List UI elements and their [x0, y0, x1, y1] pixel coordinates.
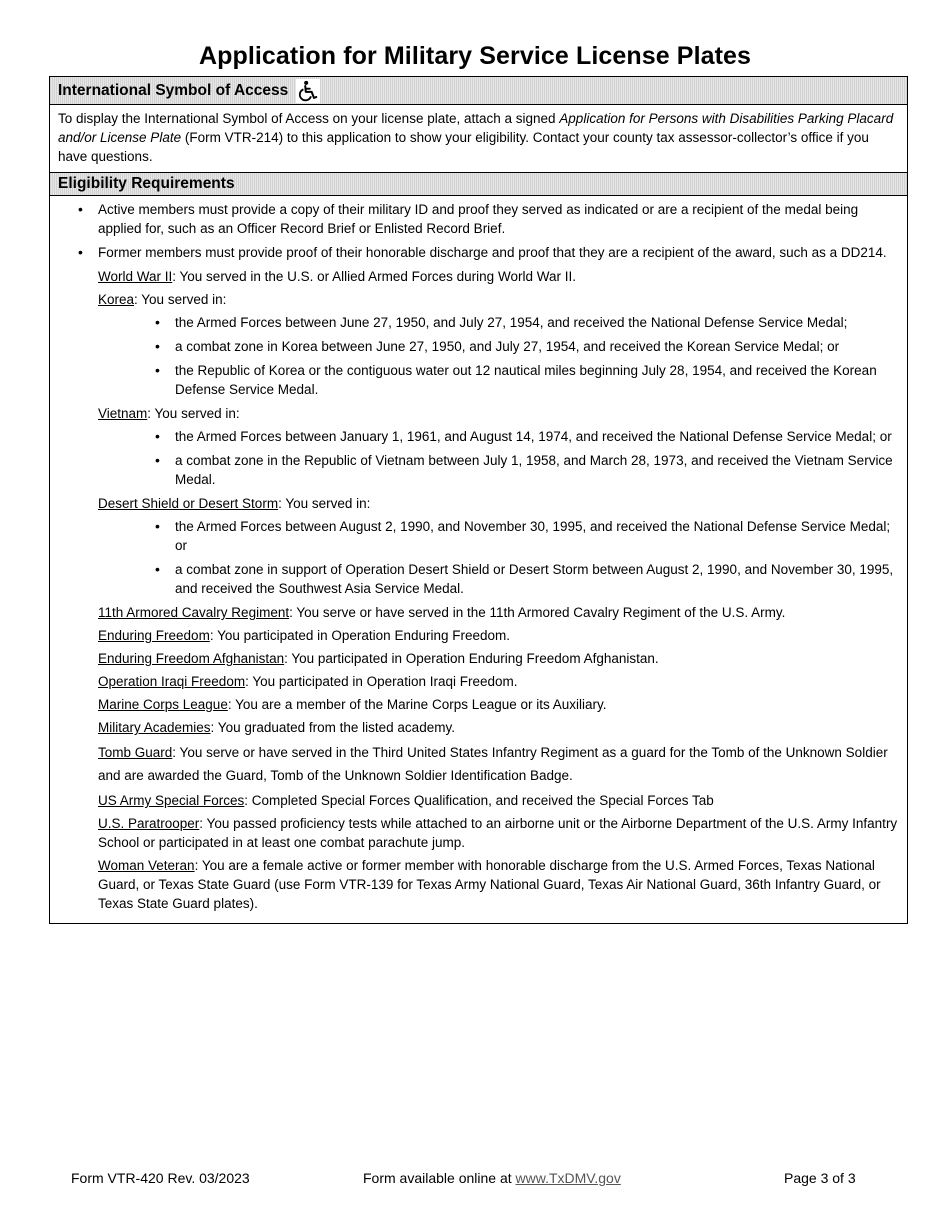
sisa-heading: International Symbol of Access	[58, 81, 289, 99]
txdmv-link[interactable]: www.TxDMV.gov	[515, 1170, 621, 1186]
list-item: • the Armed Forces between January 1, 1961, and August 14, 1974, and received the National Defense Service Medal; or	[58, 427, 899, 446]
category-ww2: World War II: You served in the U.S. or Allied Armed Forces during World War II.	[98, 269, 576, 284]
category-paratrooper: U.S. Paratrooper: You passed proficiency tests while attached to an airborne unit or the Airborne Department of the U.S. Army Infantry School or participated in at least one combat parachute jump.	[98, 816, 898, 850]
list-item: • Active members must provide a copy of their military ID and proof they served as indicated or are a recipient of the medal being applied for, such as an Officer Record Brief or Enlisted Record Brief.	[58, 200, 899, 238]
category-korea: Korea: You served in:	[98, 292, 227, 307]
category-desert: Desert Shield or Desert Storm: You served in:	[98, 496, 371, 511]
list-item: • a combat zone in the Republic of Vietnam between July 1, 1958, and March 28, 1973, and received the Vietnam Service Medal.	[58, 451, 899, 489]
category-woman-veteran: Woman Veteran: You are a female active or former member with honorable discharge from the U.S. Armed Forces, Texas National Guard, or Texas State Guard (use Form VTR-139 for Texas Army National Guard, Texas Air National Guard, 36th Infantry Guard, or Texas State Guard plates).	[98, 858, 881, 911]
category-marine-corps: Marine Corps League: You are a member of the Marine Corps League or its Auxiliary.	[98, 697, 607, 712]
category-enduring-afghanistan: Enduring Freedom Afghanistan: You participated in Operation Enduring Freedom Afghanistan.	[98, 651, 659, 666]
sisa-paragraph: To display the International Symbol of Access on your license plate, attach a signed Application for Persons with Disabilities Parking Placard and/or License Plate (Form VTR-214) to this application to show your eligibility. Contact your county tax assessor-collector’s office if you have questions.	[58, 111, 894, 164]
category-vietnam: Vietnam: You served in:	[98, 406, 240, 421]
eligibility-heading: Eligibility Requirements	[58, 175, 235, 192]
list-item: • Former members must provide proof of their honorable discharge and proof that they are a recipient of the award, such as a DD214.	[58, 243, 899, 262]
eligibility-header	[50, 172, 907, 196]
category-special-forces: US Army Special Forces: Completed Special Forces Qualification, and received the Special Forces Tab	[98, 793, 714, 808]
sisa-header	[50, 77, 907, 105]
footer-page-number: Page 3 of 3	[784, 1170, 856, 1186]
category-enduring: Enduring Freedom: You participated in Operation Enduring Freedom.	[98, 628, 511, 643]
list-item: • a combat zone in support of Operation Desert Shield or Desert Storm between August 2, 1990, and November 30, 1995, and received the Southwest Asia Service Medal.	[58, 560, 899, 598]
eligibility-body	[50, 196, 907, 923]
category-tomb-guard: Tomb Guard: You serve or have served in the Third United States Infantry Regiment as a guard for the Tomb of the Unknown Soldier and are awarded the Guard, Tomb of the Unknown Soldier Identification Badge.	[98, 745, 888, 783]
form-section-box	[49, 76, 908, 924]
footer-availability: Form available online at www.TxDMV.gov	[363, 1170, 621, 1186]
list-item: • the Armed Forces between June 27, 1950, and July 27, 1954, and received the National Defense Service Medal;	[58, 313, 899, 332]
footer-form-number: Form VTR-420 Rev. 03/2023	[71, 1170, 250, 1186]
category-cavalry: 11th Armored Cavalry Regiment: You serve or have served in the 11th Armored Cavalry Regiment of the U.S. Army.	[98, 605, 786, 620]
page-title: Application for Military Service License Plates	[198, 42, 752, 70]
wheelchair-icon	[296, 79, 320, 103]
list-item: • the Republic of Korea or the contiguous water out 12 nautical miles beginning July 28, 1954, and received the Korean Defense Service Medal.	[58, 361, 899, 399]
category-academies: Military Academies: You graduated from the listed academy.	[98, 720, 455, 735]
category-iraqi-freedom: Operation Iraqi Freedom: You participated in Operation Iraqi Freedom.	[98, 674, 518, 689]
list-item: • the Armed Forces between August 2, 1990, and November 30, 1995, and received the National Defense Service Medal; or	[58, 517, 899, 555]
list-item: • a combat zone in Korea between June 27, 1950, and July 27, 1954, and received the Korean Service Medal; or	[58, 337, 899, 356]
